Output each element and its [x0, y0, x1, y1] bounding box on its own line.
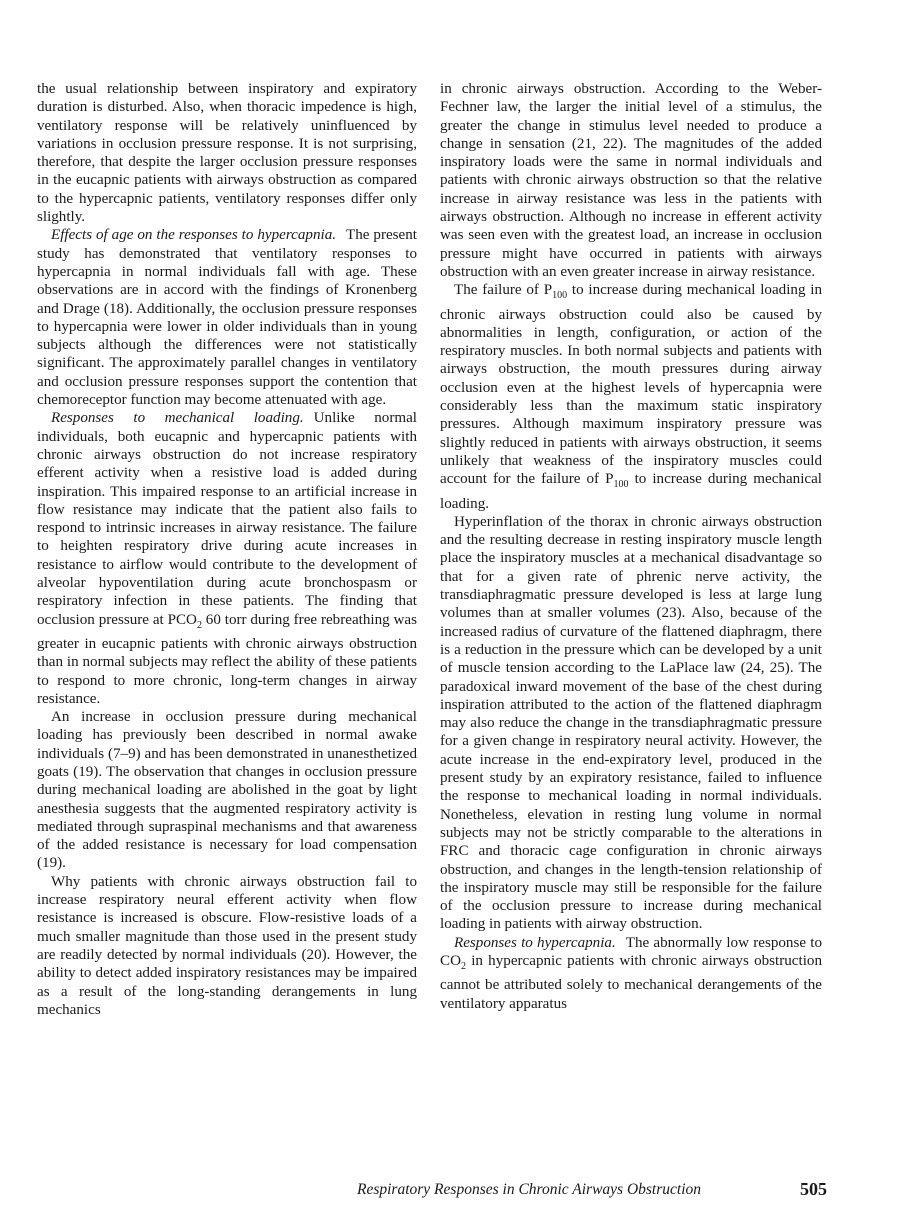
paragraph-mechanical-loading: Responses to mechanical loading. Unlike normal individuals, both eucapnic and hypercapnic patients with chronic airways obstruction do not increase respiratory efferent activity when a resistive load is added during inspiration. This impaired response to an artificial increase in flow resistance may indicate that the patient also fails to respond to intrinsic increases in airway resistance. The failure to heighten respiratory drive during acute increases in resistance to airflow would contribute to the development of alveolar hypoventilation during acute bronchospasm or respiratory infection in these patients. The finding that occlusion pressure at $PCO_2$ 60 torr during free rebreathing was greater in eucapnic patients with chronic airways obstruction than in normal subjects may reflect the ability of these patients to respond to more chronic, long-term changes in airway resistance. — [37, 410, 417, 707]
paragraph: Hyperinflation of the thorax in chronic airways obstruction and the resulting decrease in resting inspiratory muscle length place the inspiratory muscles at a mechanical disadvantage so that for a given rate of phrenic nerve activity, the transdiaphragmatic pressure developed is less at large lung volumes than at smaller volumes (23). Also, because of the increased radius of curvature of the flattened diaphragm, there is a reduction in the pressure which can be developed by a unit of muscle tension according to the LaPlace law (24, 25). The paradoxical inward movement of the base of the chest during inspiration attributed to the action of the flattened diaphragm may also reduce the change in the transdiaphragmatic pressure for a given change in respiratory neural activity. However, the acute increase in the end-expiratory level, produced in the present study by an expiratory resistance, failed to influence the response to mechanical loading in normal individuals. Nonetheless, elevation in resting lung volume in normal subjects may not be strictly comparable to the alterations in FRC and thoracic cage configuration in chronic airways obstruction, and changes in the length-tension relationship of the inspiratory muscle may still be responsible for the failure of the occlusion pressure to increase during mechanical loading in patients with airway obstruction. — [440, 513, 822, 933]
paragraph: the usual relationship between inspiratory and expiratory duration is disturbed. Also, when thoracic impedence is high, ventilatory response will be relatively uninfluenced by variations in occlusion pressure response. It is not surprising, therefore, that despite the larger occlusion pressure responses in the eucapnic patients with airways obstruction as compared to the hypercapnic patients, ventilatory responses differ only slightly. — [37, 81, 417, 226]
paragraph-hypercapnia-responses: Responses to hypercapnia. The abnormally low response to $CO_2$ in hypercapnic patients with chronic airways obstruction cannot be attributed solely to mechanical derangements of the ventilatory apparatus — [440, 934, 822, 1012]
paragraph: The failure of $P_{100}$ to increase during mechanical loading in chronic airways obstruction could also be caused by abnormalities in length, configuration, or action of the respiratory muscles. In both normal subjects and patients with airways obstruction, the mouth pressures during airway occlusion even at the highest levels of hypercapnia were considerably less than the maximum static inspiratory pressures. Although maximum inspiratory pressure was slightly reduced in patients with airways obstruction, it seems unlikely that weakness of the inspiratory muscles could account for the failure of $P_{100}$ to increase during mechanical loading. — [440, 282, 822, 512]
page-number: 505 — [800, 1179, 827, 1199]
paragraph-age-effects: Effects of age on the responses to hypercapnia. The present study has demonstrated that ventilatory responses to hypercapnia in normal individuals fall with age. These observations are in accord with the findings of Kronenberg and Drage (18). Additionally, the occlusion pressure responses to hypercapnia were lower in older individuals than in young subjects although the differences were not statistically significant. The approximately parallel changes in ventilatory and occlusion pressure responses support the contention that chemoreceptor function may become attenuated with age. — [37, 227, 417, 409]
running-title: Respiratory Responses in Chronic Airways Obstruction — [357, 1181, 702, 1198]
paragraph: Why patients with chronic airways obstruction fail to increase respiratory neural efferent activity when flow resistance is increased is obscure. Flow-resistive loads of a much smaller magnitude than those used in the present study are readily detected by normal individuals (20). However, the ability to detect added inspiratory resistances may be impaired as a result of the long-standing derangements in lung mechanics — [37, 873, 417, 1018]
left-column — [37, 80, 417, 1019]
paragraph: An increase in occlusion pressure during mechanical loading has previously been described in normal awake individuals (7–9) and has been demonstrated in unanesthetized goats (19). The observation that changes in occlusion pressure during mechanical loading are abolished in the goat by light anesthesia suggests that the augmented respiratory activity is mediated through supraspinal mechanisms and that awareness of the added resistance is necessary for load compensation (19). — [37, 709, 417, 872]
section-heading: Responses to hypercapnia. — [454, 934, 616, 951]
right-column — [440, 80, 822, 1013]
section-heading: Effects of age on the responses to hypercapnia. — [51, 227, 337, 244]
paragraph: in chronic airways obstruction. According to the Weber-Fechner law, the larger the initial level of a stimulus, the greater the change in stimulus level needed to produce a change in sensation (21, 22). The magnitudes of the added inspiratory loads were the same in normal individuals and patients with chronic airways obstruction so that the relative increase in airway resistance was less in the patients with airways obstruction. Although no increase in efferent activity was seen even with the greatest load, an increase in occlusion pressure might have occurred in patients with airways obstruction with an even greater increase in airway resistance. — [440, 81, 822, 280]
section-heading: Responses to mechanical loading. — [51, 410, 304, 427]
